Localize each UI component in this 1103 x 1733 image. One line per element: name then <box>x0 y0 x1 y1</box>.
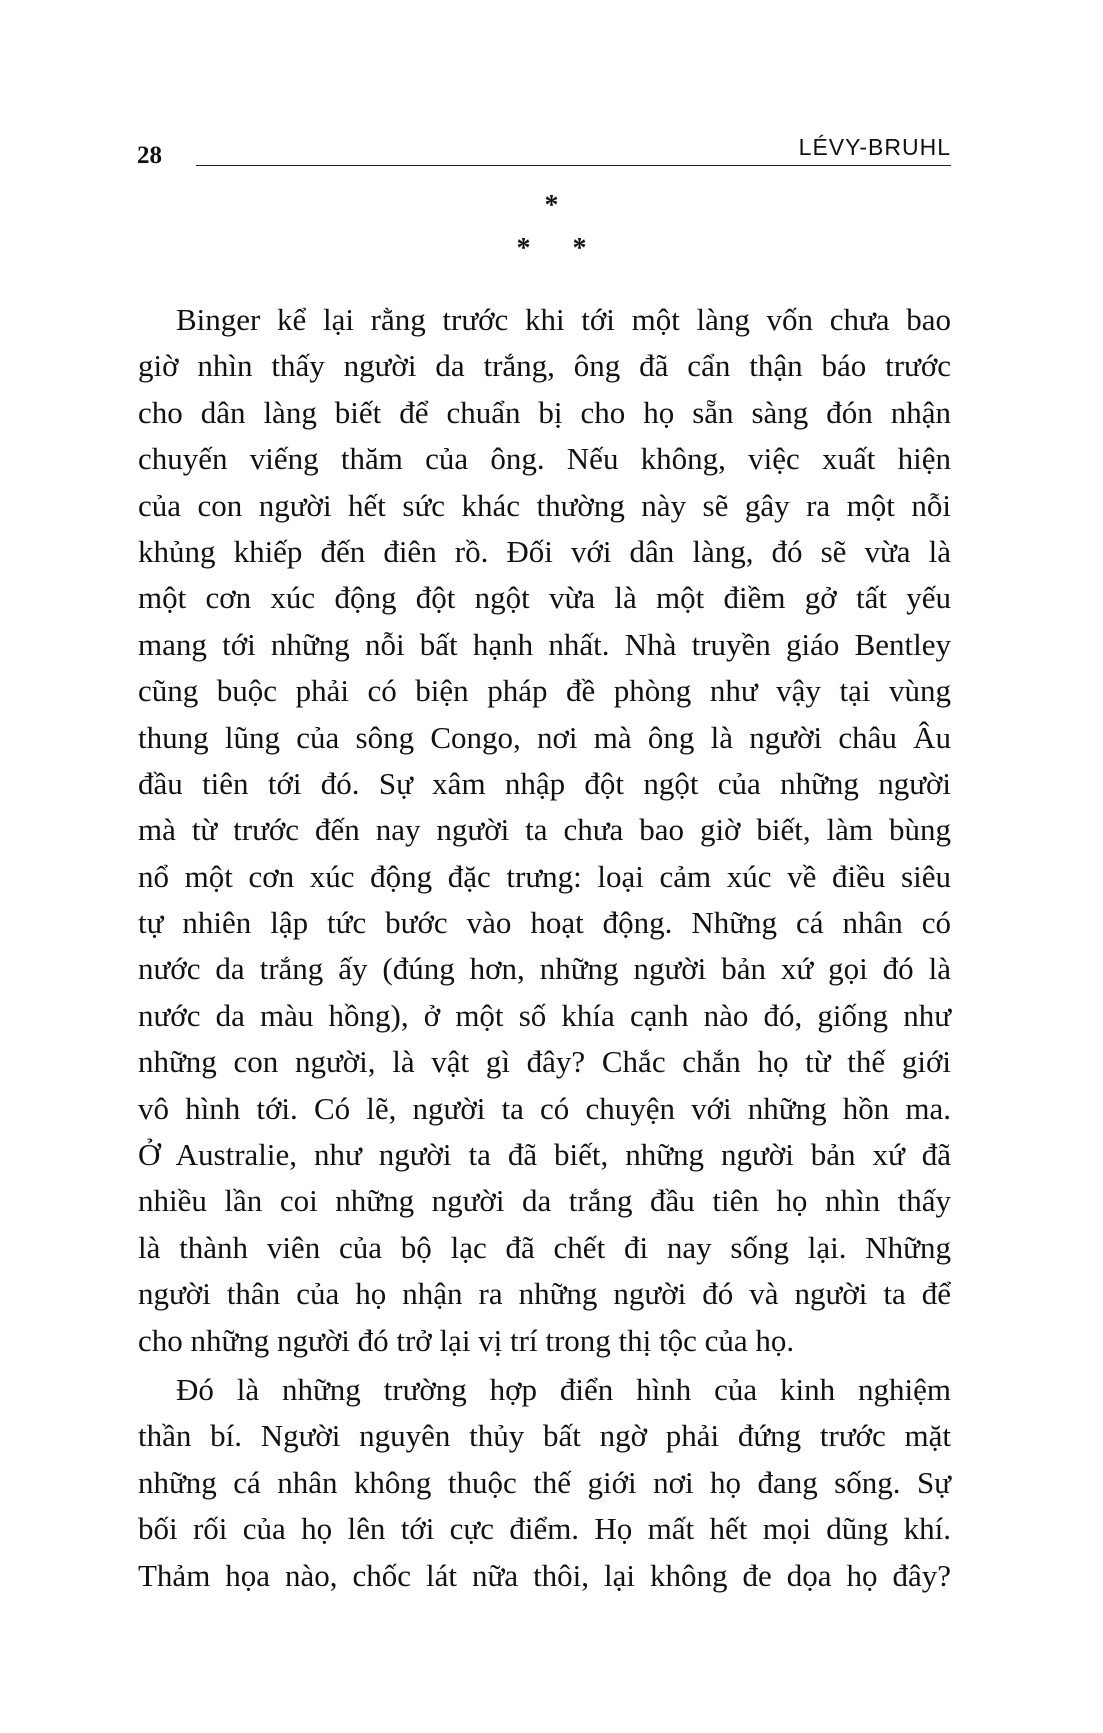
paragraph-line: khủng khiếp đến điên rồ. Đối với dân làng, đó sẽ vừa là <box>138 533 951 569</box>
paragraph-line: mang tới những nỗi bất hạnh nhất. Nhà truyền giáo Bentley <box>138 626 951 662</box>
section-ornament-top <box>0 190 1103 222</box>
paragraph-line: chuyến viếng thăm của ông. Nếu không, việc xuất hiện <box>138 441 951 477</box>
paragraph-2 <box>138 1367 951 1599</box>
paragraph-line: tự nhiên lập tức bước vào hoạt động. Những cá nhân có <box>138 905 951 941</box>
running-title: LÉVY-BRUHL <box>798 134 951 160</box>
paragraph-line: Thảm họa nào, chốc lát nữa thôi, lại không đe dọa họ đây? <box>138 1557 951 1593</box>
paragraph-line: người thân của họ nhận ra những người đó và người ta để <box>138 1276 951 1312</box>
paragraph-1 <box>138 297 951 1364</box>
ornament-asterisk: * <box>572 233 587 264</box>
paragraph-line: Ở Australie, như người ta đã biết, những người bản xứ đã <box>138 1137 951 1173</box>
header-rule <box>196 165 951 166</box>
paragraph-line: của con người hết sức khác thường này sẽ gây ra một nỗi <box>138 487 951 523</box>
ornament-asterisk: * <box>544 190 559 221</box>
paragraph-line: nhiều lần coi những người da trắng đầu tiên họ nhìn thấy <box>138 1183 951 1219</box>
ornament-asterisk: * <box>516 233 531 264</box>
paragraph-line: nổ một cơn xúc động đặc trưng: loại cảm xúc về điều siêu <box>138 858 951 894</box>
paragraph-line: Đó là những trường hợp điển hình của kinh nghiệm <box>176 1372 951 1407</box>
paragraph-line: nước da màu hồng), ở một số khía cạnh nào đó, giống như <box>138 997 951 1033</box>
paragraph-line: cũng buộc phải có biện pháp đề phòng như vậy tại vùng <box>138 673 951 709</box>
page-number: 28 <box>137 142 162 169</box>
paragraph-line: thần bí. Người nguyên thủy bất ngờ phải đứng trước mặt <box>138 1418 951 1454</box>
paragraph-line: bối rối của họ lên tới cực điểm. Họ mất hết mọi dũng khí. <box>138 1511 951 1547</box>
section-ornament-bottom <box>0 233 1103 265</box>
paragraph-line: giờ nhìn thấy người da trắng, ông đã cẩn thận báo trước <box>138 348 951 384</box>
paragraph-line: đầu tiên tới đó. Sự xâm nhập đột ngột của những người <box>138 765 951 801</box>
paragraph-line: những con người, là vật gì đây? Chắc chắn họ từ thế giới <box>138 1044 951 1080</box>
paragraph-line: những cá nhân không thuộc thế giới nơi họ đang sống. Sự <box>138 1464 951 1500</box>
paragraph-line: thung lũng của sông Congo, nơi mà ông là người châu Âu <box>138 719 951 755</box>
paragraph-line: mà từ trước đến nay người ta chưa bao giờ biết, làm bùng <box>138 812 951 848</box>
paragraph-line: cho những người đó trở lại vị trí trong thị tộc của họ. <box>138 1322 795 1358</box>
paragraph-line: là thành viên của bộ lạc đã chết đi nay sống lại. Những <box>138 1229 951 1265</box>
paragraph-line: cho dân làng biết để chuẩn bị cho họ sẵn sàng đón nhận <box>138 394 951 430</box>
paragraph-line: một cơn xúc động đột ngột vừa là một điềm gở tất yếu <box>138 580 951 616</box>
paragraph-line: Binger kể lại rằng trước khi tới một làng vốn chưa bao <box>176 302 951 337</box>
paragraph-line: nước da trắng ấy (đúng hơn, những người bản xứ gọi đó là <box>138 951 951 987</box>
paragraph-line: vô hình tới. Có lẽ, người ta có chuyện với những hồn ma. <box>138 1090 951 1126</box>
